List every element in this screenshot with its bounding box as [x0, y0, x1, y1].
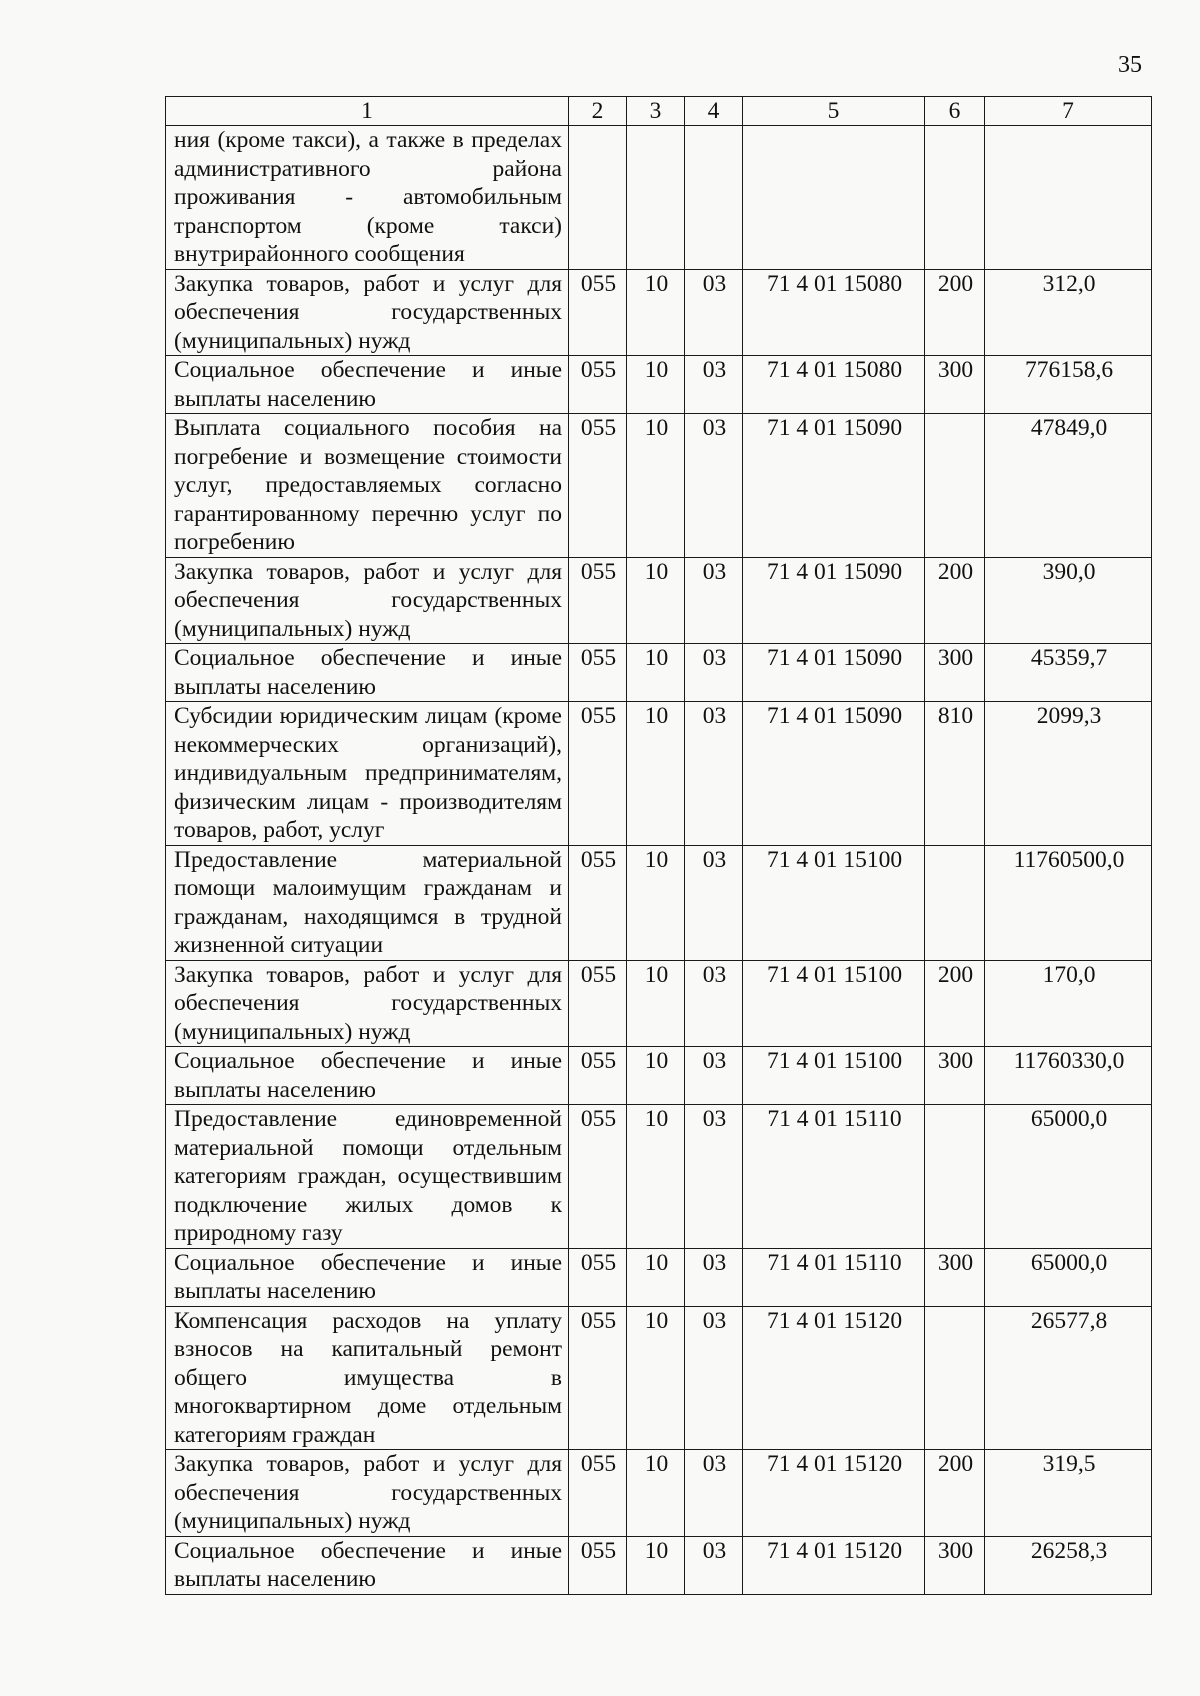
row-subsection: 03	[685, 269, 743, 356]
row-admin-code: 055	[569, 1536, 627, 1594]
row-target-article: 71 4 01 15100	[743, 1047, 925, 1105]
row-target-article: 71 4 01 15090	[743, 557, 925, 644]
row-target-article: 71 4 01 15080	[743, 269, 925, 356]
row-description: Социальное обеспечение и иные выплаты населению	[166, 1047, 569, 1105]
row-description: Социальное обеспечение и иные выплаты населению	[166, 644, 569, 702]
row-expense-type: 300	[925, 1536, 985, 1594]
row-amount: 776158,6	[985, 356, 1152, 414]
budget-table	[165, 96, 1152, 1595]
table-row	[166, 1105, 1152, 1249]
row-admin-code: 055	[569, 1047, 627, 1105]
row-admin-code: 055	[569, 1450, 627, 1537]
row-target-article: 71 4 01 15090	[743, 414, 925, 558]
row-description: Закупка товаров, работ и услуг для обеспечения государственных (муниципальных) нужд	[166, 960, 569, 1047]
column-header: 6	[925, 97, 985, 126]
row-expense-type	[925, 1105, 985, 1249]
row-expense-type: 300	[925, 1047, 985, 1105]
row-amount: 45359,7	[985, 644, 1152, 702]
table-row	[166, 414, 1152, 558]
row-target-article: 71 4 01 15100	[743, 960, 925, 1047]
row-admin-code: 055	[569, 414, 627, 558]
table-row	[166, 557, 1152, 644]
row-subsection: 03	[685, 356, 743, 414]
row-admin-code: 055	[569, 845, 627, 960]
row-amount: 47849,0	[985, 414, 1152, 558]
row-admin-code: 055	[569, 644, 627, 702]
table-row	[166, 269, 1152, 356]
row-amount: 11760330,0	[985, 1047, 1152, 1105]
table-row	[166, 1248, 1152, 1306]
row-target-article: 71 4 01 15100	[743, 845, 925, 960]
row-expense-type	[925, 414, 985, 558]
row-description: Компенсация расходов на уплату взносов на капитальный ремонт общего имущества в многоквартирном доме отдельным категориям граждан	[166, 1306, 569, 1450]
row-section: 10	[627, 356, 685, 414]
table-row	[166, 126, 1152, 270]
row-subsection: 03	[685, 960, 743, 1047]
row-target-article: 71 4 01 15120	[743, 1450, 925, 1537]
row-amount: 2099,3	[985, 702, 1152, 846]
table-row	[166, 702, 1152, 846]
column-header: 2	[569, 97, 627, 126]
row-amount: 65000,0	[985, 1248, 1152, 1306]
row-subsection: 03	[685, 644, 743, 702]
row-description: Закупка товаров, работ и услуг для обеспечения государственных (муниципальных) нужд	[166, 1450, 569, 1537]
table-row	[166, 1306, 1152, 1450]
row-admin-code: 055	[569, 356, 627, 414]
row-subsection: 03	[685, 702, 743, 846]
row-description: Предоставление единовременной материальной помощи отдельным категориям граждан, осуществившим подключение жилых домов к природному газу	[166, 1105, 569, 1249]
row-admin-code: 055	[569, 557, 627, 644]
row-target-article: 71 4 01 15110	[743, 1105, 925, 1249]
row-expense-type	[925, 1306, 985, 1450]
row-admin-code	[569, 126, 627, 270]
row-description: Субсидии юридическим лицам (кроме некоммерческих организаций), индивидуальным предпринимателям, физическим лицам - производителям товаров, работ, услуг	[166, 702, 569, 846]
row-expense-type: 200	[925, 269, 985, 356]
table-row	[166, 1047, 1152, 1105]
row-subsection: 03	[685, 1105, 743, 1249]
table-row	[166, 1536, 1152, 1594]
row-expense-type: 300	[925, 644, 985, 702]
row-expense-type: 300	[925, 356, 985, 414]
row-section: 10	[627, 414, 685, 558]
row-amount	[985, 126, 1152, 270]
row-target-article: 71 4 01 15090	[743, 644, 925, 702]
table-row	[166, 644, 1152, 702]
row-description: Закупка товаров, работ и услуг для обеспечения государственных (муниципальных) нужд	[166, 557, 569, 644]
row-target-article: 71 4 01 15090	[743, 702, 925, 846]
row-description: Социальное обеспечение и иные выплаты населению	[166, 1536, 569, 1594]
table-row	[166, 356, 1152, 414]
row-target-article: 71 4 01 15080	[743, 356, 925, 414]
row-section: 10	[627, 1536, 685, 1594]
row-amount: 312,0	[985, 269, 1152, 356]
row-amount: 390,0	[985, 557, 1152, 644]
row-section: 10	[627, 960, 685, 1047]
table-row	[166, 960, 1152, 1047]
row-expense-type	[925, 126, 985, 270]
row-section: 10	[627, 644, 685, 702]
row-subsection: 03	[685, 1450, 743, 1537]
row-amount: 11760500,0	[985, 845, 1152, 960]
row-expense-type: 200	[925, 960, 985, 1047]
row-subsection: 03	[685, 1248, 743, 1306]
row-admin-code: 055	[569, 960, 627, 1047]
row-section: 10	[627, 1047, 685, 1105]
table-body	[166, 126, 1152, 1595]
row-subsection	[685, 126, 743, 270]
row-description: Социальное обеспечение и иные выплаты населению	[166, 356, 569, 414]
row-expense-type: 200	[925, 1450, 985, 1537]
row-subsection: 03	[685, 414, 743, 558]
row-section: 10	[627, 269, 685, 356]
column-header: 3	[627, 97, 685, 126]
row-amount: 26258,3	[985, 1536, 1152, 1594]
row-admin-code: 055	[569, 1306, 627, 1450]
row-amount: 170,0	[985, 960, 1152, 1047]
row-admin-code: 055	[569, 1105, 627, 1249]
row-expense-type: 300	[925, 1248, 985, 1306]
row-description: Закупка товаров, работ и услуг для обеспечения государственных (муниципальных) нужд	[166, 269, 569, 356]
column-header: 4	[685, 97, 743, 126]
table-row	[166, 1450, 1152, 1537]
row-section: 10	[627, 1306, 685, 1450]
row-target-article: 71 4 01 15110	[743, 1248, 925, 1306]
row-section: 10	[627, 557, 685, 644]
row-description: Предоставление материальной помощи малоимущим гражданам и гражданам, находящимся в трудной жизненной ситуации	[166, 845, 569, 960]
column-header: 1	[166, 97, 569, 126]
row-target-article: 71 4 01 15120	[743, 1536, 925, 1594]
column-numbers-row	[166, 97, 1152, 126]
row-amount: 26577,8	[985, 1306, 1152, 1450]
row-expense-type	[925, 845, 985, 960]
row-section: 10	[627, 702, 685, 846]
row-description: Выплата социального пособия на погребение и возмещение стоимости услуг, предоставляемых согласно гарантированному перечню услуг по погребению	[166, 414, 569, 558]
row-target-article	[743, 126, 925, 270]
column-header: 7	[985, 97, 1152, 126]
row-section: 10	[627, 1248, 685, 1306]
row-subsection: 03	[685, 1047, 743, 1105]
row-subsection: 03	[685, 1536, 743, 1594]
column-header: 5	[743, 97, 925, 126]
row-subsection: 03	[685, 845, 743, 960]
row-target-article: 71 4 01 15120	[743, 1306, 925, 1450]
row-amount: 65000,0	[985, 1105, 1152, 1249]
page-number: 35	[1118, 52, 1142, 78]
table-header	[166, 97, 1152, 126]
row-description: ния (кроме такси), а также в пределах административного района проживания - автомобильным транспортом (кроме такси) внутрирайонного сообщения	[166, 126, 569, 270]
row-section: 10	[627, 1450, 685, 1537]
row-section	[627, 126, 685, 270]
row-description: Социальное обеспечение и иные выплаты населению	[166, 1248, 569, 1306]
row-subsection: 03	[685, 557, 743, 644]
row-amount: 319,5	[985, 1450, 1152, 1537]
row-subsection: 03	[685, 1306, 743, 1450]
row-expense-type: 200	[925, 557, 985, 644]
table-row	[166, 845, 1152, 960]
row-admin-code: 055	[569, 1248, 627, 1306]
row-section: 10	[627, 845, 685, 960]
row-expense-type: 810	[925, 702, 985, 846]
row-admin-code: 055	[569, 269, 627, 356]
row-section: 10	[627, 1105, 685, 1249]
row-admin-code: 055	[569, 702, 627, 846]
